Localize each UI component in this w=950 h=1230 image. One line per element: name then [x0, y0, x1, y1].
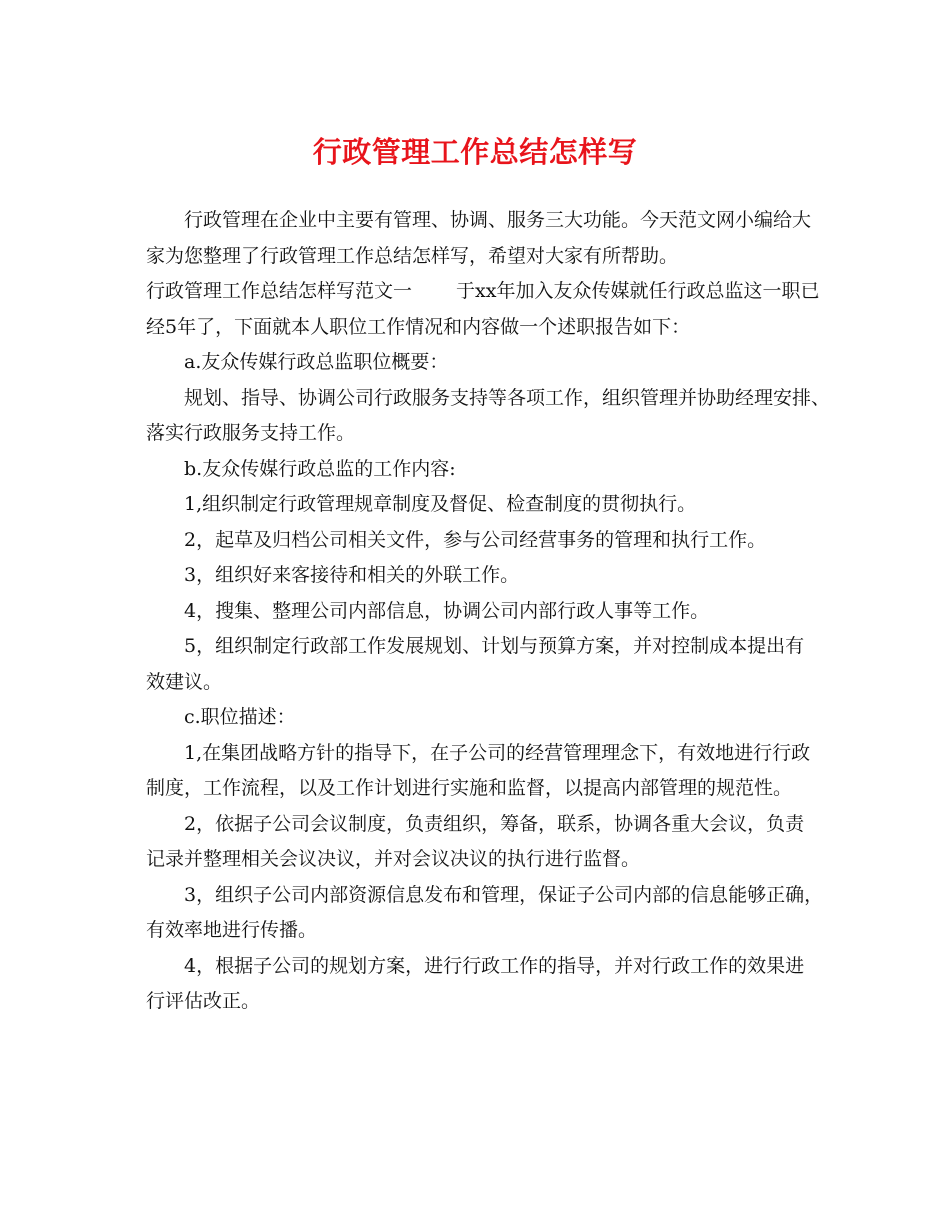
body-line: 5，组织制定行政部工作发展规划、计划与预算方案，并对控制成本提出有: [184, 635, 805, 657]
body-line: 行政管理在企业中主要有管理、协调、服务三大功能。今天范文网小编给大: [184, 209, 812, 231]
body-line-combined: [146, 274, 820, 310]
body-line: c.职位描述：: [184, 706, 296, 728]
document-body: [146, 203, 831, 1020]
body-line: 制度，工作流程，以及工作计划进行实施和监督，以提高内部管理的规范性。: [146, 777, 793, 799]
body-line: 记录并整理相关会议决议，并对会议决议的执行进行监督。: [146, 848, 641, 870]
body-line: 经5年了，下面就本人职位工作情况和内容做一个述职报告如下：: [146, 315, 691, 338]
body-line: 效建议。: [146, 670, 223, 693]
document-title: 行政管理工作总结怎样写: [312, 135, 638, 169]
body-line: 1,组织制定行政管理规章制度及督促、检查制度的贯彻执行。: [184, 493, 697, 515]
body-line: 3，组织好来客接待和相关的外联工作。: [184, 564, 520, 586]
body-line: 3，组织子公司内部资源信息发布和管理，保证子公司内部的信息能够正确，: [184, 883, 824, 906]
section-heading-sample-one: 行政管理工作总结怎样写范文一: [146, 280, 413, 302]
body-line: a.友众传媒行政总监职位概要：: [184, 351, 449, 373]
body-line: 行评估改正。: [146, 990, 261, 1012]
body-line-segment: 于xx年加入友众传媒就任行政总监这一职已: [456, 280, 820, 302]
body-line: 4，根据子公司的规划方案，进行行政工作的指导，并对行政工作的效果进: [184, 954, 805, 977]
body-line: 落实行政服务支持工作。: [146, 422, 356, 444]
body-line: 2，起草及归档公司相关文件，参与公司经营事务的管理和执行工作。: [184, 528, 767, 551]
body-line: b.友众传媒行政总监的工作内容:: [184, 457, 456, 480]
body-line: 规划、指导、协调公司行政服务支持等各项工作，组织管理并协助经理安排、: [184, 386, 831, 409]
body-line: 1,在集团战略方针的指导下，在子公司的经营管理理念下，有效地进行行政: [184, 741, 811, 764]
body-line: 家为您整理了行政管理工作总结怎样写，希望对大家有所帮助。: [146, 244, 679, 267]
body-line: 2，依据子公司会议制度，负责组织，筹备，联系，协调各重大会议，负责: [184, 812, 805, 835]
body-line: 4，搜集、整理公司内部信息，协调公司内部行政人事等工作。: [184, 599, 710, 622]
body-line: 有效率地进行传播。: [146, 919, 318, 941]
